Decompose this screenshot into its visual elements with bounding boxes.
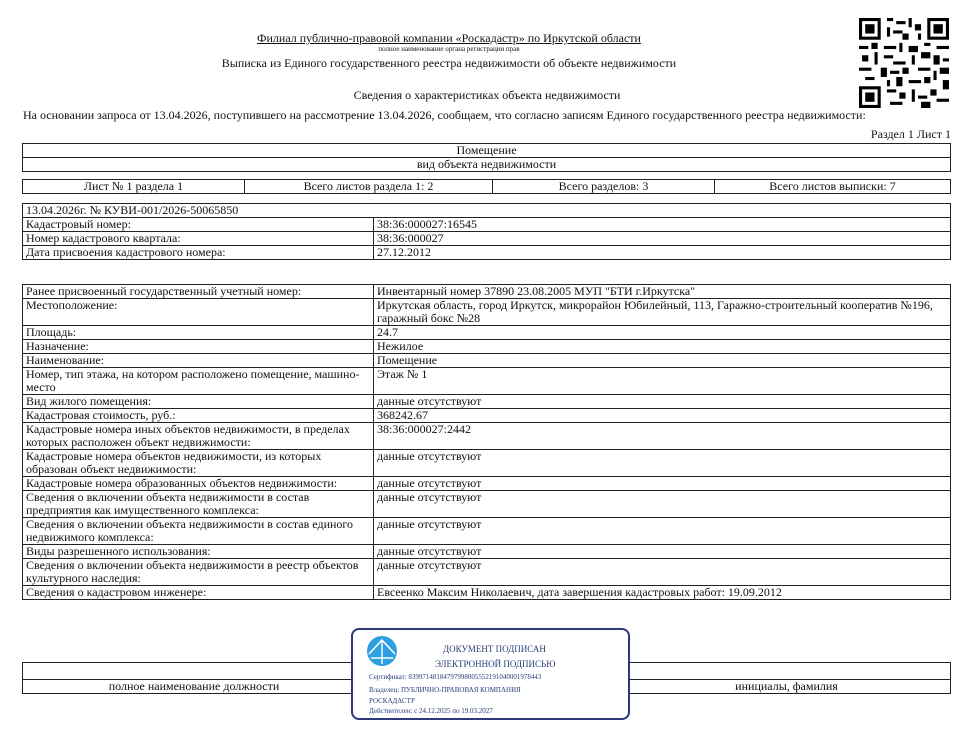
row-label: Дата присвоения кадастрового номера: — [23, 246, 374, 260]
row-label: Номер кадастрового квартала: — [23, 232, 374, 246]
table-row — [23, 340, 951, 354]
row-value: 38:36:000027 — [374, 232, 951, 246]
row-value: Этаж № 1 — [374, 368, 951, 395]
row-label: Сведения о включении объекта недвижимости в состав единого недвижимого комплекса: — [23, 518, 374, 545]
position-cell — [23, 663, 366, 680]
row-value: 24.7 — [374, 326, 951, 340]
object-kind-caption: вид объекта недвижимости — [23, 158, 951, 172]
row-label: Площадь: — [23, 326, 374, 340]
row-label: Кадастровые номера иных объектов недвижимости, в пределах которых расположен объект недвижимости: — [23, 423, 374, 450]
table-row — [23, 450, 951, 477]
row-label: Сведения о включении объекта недвижимости в реестр объектов культурного наследия: — [23, 559, 374, 586]
stamp-valid: Действителен: с 24.12.2025 по 19.03.2027 — [369, 707, 493, 715]
table-row — [23, 409, 951, 423]
row-value: данные отсутствуют — [374, 491, 951, 518]
row-value: Помещение — [374, 354, 951, 368]
table-row — [23, 491, 951, 518]
row-label: Сведения о включении объекта недвижимости в состав предприятия как имущественного комплекса: — [23, 491, 374, 518]
section-title: Сведения о характеристиках объекта недвижимости — [353, 88, 621, 102]
row-label: Номер, тип этажа, на котором расположено помещение, машино-место — [23, 368, 374, 395]
row-value: Инвентарный номер 37890 23.08.2005 МУП "БТИ г.Иркутска" — [374, 285, 951, 299]
table-row — [23, 354, 951, 368]
row-value: 38:36:000027:2442 — [374, 423, 951, 450]
object-kind-table — [22, 143, 951, 172]
row-label: Наименование: — [23, 354, 374, 368]
row-label: Сведения о кадастровом инженере: — [23, 586, 374, 600]
table-row — [23, 232, 951, 246]
detail-info-table — [22, 284, 951, 600]
stamp-line2: ЭЛЕКТРОННОЙ ПОДПИСЬЮ — [435, 659, 556, 669]
table-row — [23, 545, 951, 559]
row-label: Назначение: — [23, 340, 374, 354]
table-row — [23, 586, 951, 600]
row-label: Кадастровый номер: — [23, 218, 374, 232]
e-signature-stamp — [351, 628, 630, 720]
doc-title: Выписка из Единого государственного реестра недвижимости об объекте недвижимости — [221, 56, 677, 70]
row-value: данные отсутствуют — [374, 559, 951, 586]
object-kind: Помещение — [23, 144, 951, 158]
row-value: Евсеенко Максим Николаевич, дата завершения кадастровых работ: 19.09.2012 — [374, 586, 951, 600]
total-sheets-extract: Всего листов выписки: 7 — [715, 180, 951, 194]
total-sections: Всего разделов: 3 — [493, 180, 715, 194]
row-value: данные отсутствуют — [374, 518, 951, 545]
row-value: данные отсутствуют — [374, 395, 951, 409]
table-row — [23, 299, 951, 326]
row-label: Кадастровая стоимость, руб.: — [23, 409, 374, 423]
row-label: Местоположение: — [23, 299, 374, 326]
basis-text: На основании запроса от 13.04.2026, поступившего на рассмотрение 13.04.2026, сообщаем, что согласно записям Единого государственного реестра недвижимости: — [23, 108, 866, 122]
table-row — [23, 218, 951, 232]
table-row — [23, 368, 951, 395]
row-value: данные отсутствуют — [374, 477, 951, 491]
row-label: Ранее присвоенный государственный учетный номер: — [23, 285, 374, 299]
row-value: 38:36:000027:16545 — [374, 218, 951, 232]
roskadastr-logo-icon — [365, 634, 399, 668]
table-row — [23, 518, 951, 545]
table-row — [23, 326, 951, 340]
name-cell — [623, 663, 951, 680]
row-label: Виды разрешенного использования: — [23, 545, 374, 559]
sheet-number: Лист № 1 раздела 1 — [23, 180, 245, 194]
doc-ref: 13.04.2026г. № КУВИ-001/2026-50065850 — [23, 204, 951, 218]
row-value: 368242.67 — [374, 409, 951, 423]
table-row — [23, 285, 951, 299]
table-row — [23, 246, 951, 260]
main-info-table — [22, 203, 951, 260]
org-caption: полное наименование органа регистрации прав — [378, 45, 520, 53]
row-value: Иркутская область, город Иркутск, микрорайон Юбилейный, 113, Гаражно-строительный кооператив №196, гаражный бокс №28 — [374, 299, 951, 326]
row-value: Нежилое — [374, 340, 951, 354]
row-value: 27.12.2012 — [374, 246, 951, 260]
table-row — [23, 477, 951, 491]
stamp-owner2: РОСКАДАСТР — [369, 697, 415, 705]
row-value: данные отсутствуют — [374, 450, 951, 477]
section-sheet: Раздел 1 Лист 1 — [870, 127, 951, 141]
stamp-owner: Владелец: ПУБЛИЧНО-ПРАВОВАЯ КОМПАНИЯ — [369, 686, 521, 694]
table-row — [23, 423, 951, 450]
stamp-line1: ДОКУМЕНТ ПОДПИСАН — [443, 644, 546, 654]
row-label: Кадастровые номера объектов недвижимости, из которых образован объект недвижимости: — [23, 450, 374, 477]
table-row — [23, 559, 951, 586]
row-label: Вид жилого помещения: — [23, 395, 374, 409]
sheets-table — [22, 179, 951, 194]
total-sheets-section: Всего листов раздела 1: 2 — [245, 180, 493, 194]
row-label: Кадастровые номера образованных объектов недвижимости: — [23, 477, 374, 491]
position-caption: полное наименование должности — [23, 680, 366, 694]
table-row — [23, 395, 951, 409]
stamp-certificate: Сертификат: 83997148184797998005552191040001978443 — [369, 673, 542, 681]
qr-code — [859, 17, 949, 109]
row-value: данные отсутствуют — [374, 545, 951, 559]
name-caption: инициалы, фамилия — [623, 680, 951, 694]
org-name: Филиал публично-правовой компании «Роскадастр» по Иркутской области — [257, 31, 641, 45]
